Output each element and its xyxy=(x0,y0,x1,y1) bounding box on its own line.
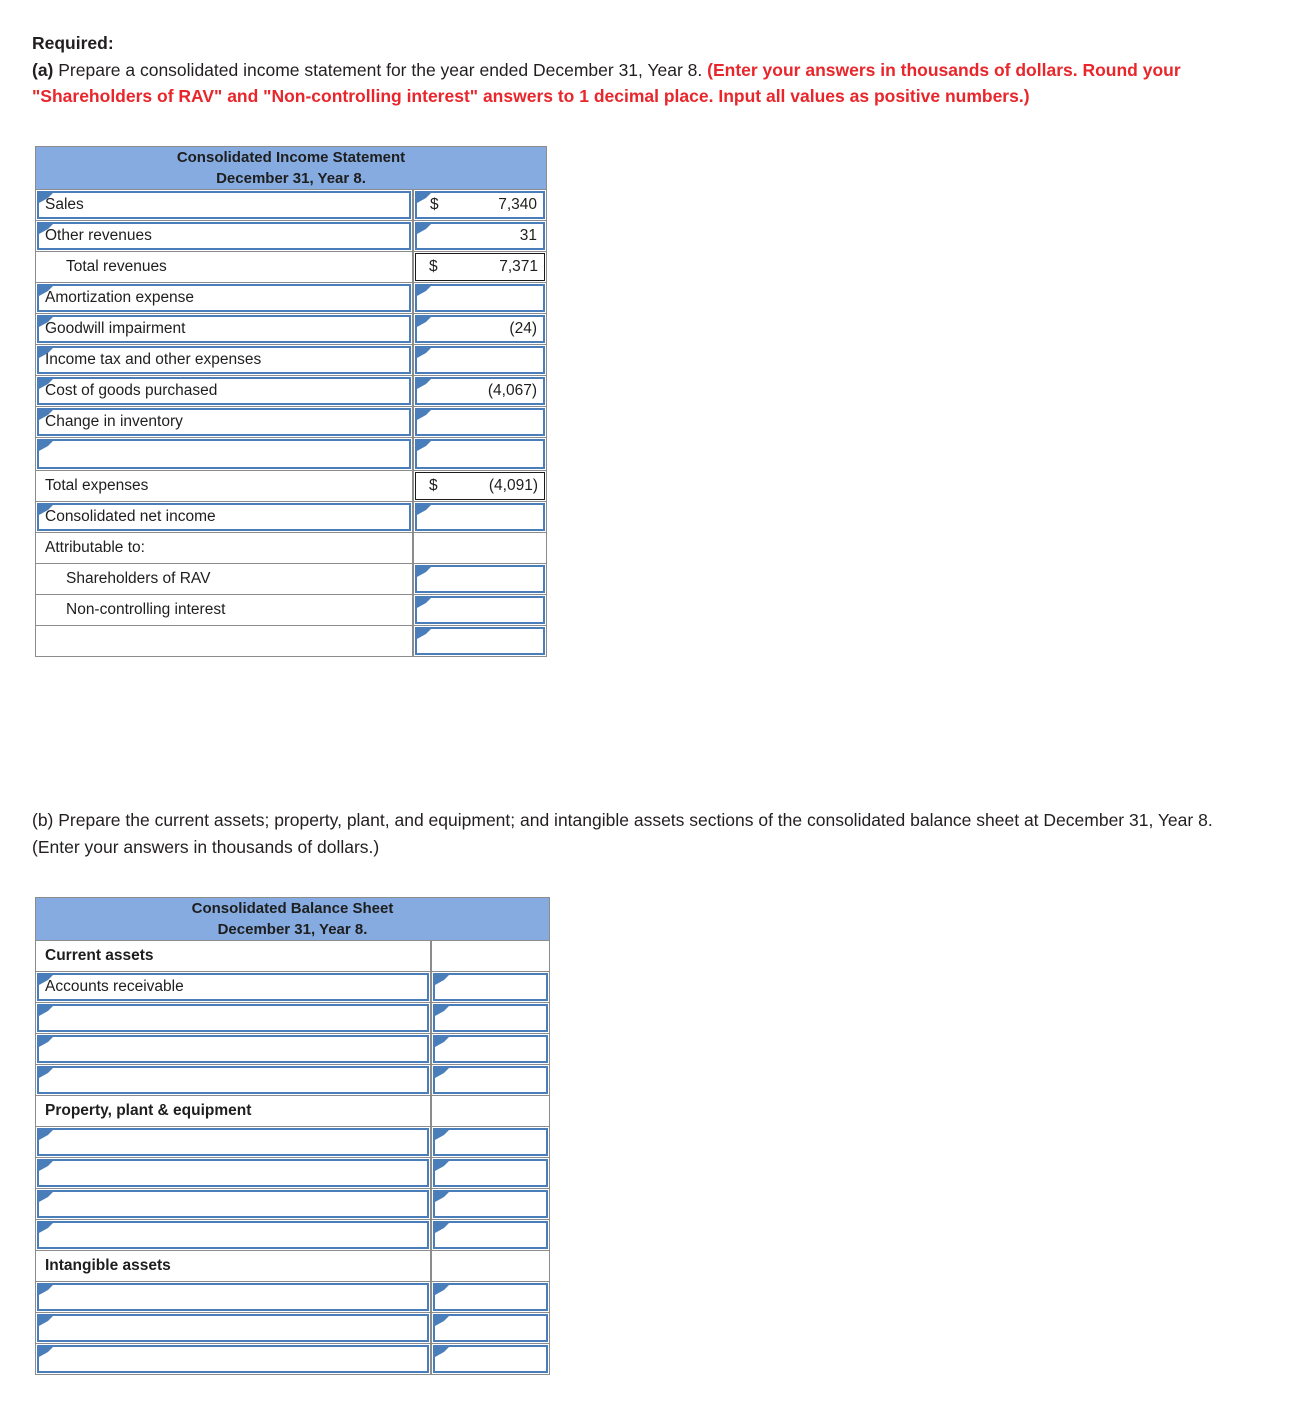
dropdown-arrow-icon xyxy=(435,1161,449,1171)
consolidated-balance-sheet-table xyxy=(35,897,550,1376)
row-label-cell[interactable] xyxy=(35,1282,431,1313)
dropdown-arrow-icon xyxy=(39,1192,53,1202)
row-value-cell xyxy=(431,941,550,972)
table-row xyxy=(35,1158,550,1189)
row-label-cell[interactable] xyxy=(35,190,413,221)
dropdown-arrow-icon xyxy=(39,1130,53,1140)
row-value-cell[interactable] xyxy=(413,376,547,407)
dropdown-arrow-icon xyxy=(417,441,431,451)
table-row xyxy=(35,1034,550,1065)
prompt-part-b xyxy=(0,807,1302,860)
value-input-field[interactable] xyxy=(415,408,545,436)
part-a-highlight: (Enter your answers in thousands of dollars. Round your "Shareholders of RAV" and "Non-controlling interest" answers to 1 decimal place. Input all values as positive numbers.) xyxy=(32,59,1181,107)
value-input-field[interactable] xyxy=(415,596,545,624)
row-value-cell[interactable] xyxy=(431,1158,550,1189)
balance-sheet-header-row xyxy=(35,897,550,942)
label-select-field[interactable] xyxy=(37,1035,429,1063)
label-select-field[interactable] xyxy=(37,1190,429,1218)
label-select-value: Income tax and other expenses xyxy=(45,351,262,369)
dropdown-arrow-icon xyxy=(417,379,431,389)
table-row xyxy=(35,502,547,533)
label-select-field[interactable] xyxy=(37,1159,429,1187)
row-label-cell xyxy=(35,533,413,564)
balance-sheet-body xyxy=(35,941,550,1375)
dropdown-arrow-icon xyxy=(417,629,431,639)
row-label-cell[interactable] xyxy=(35,502,413,533)
balance-sheet-title-line1: Consolidated Balance Sheet xyxy=(191,899,394,917)
dropdown-arrow-icon xyxy=(435,975,449,985)
part-a-marker: (a) xyxy=(32,59,54,80)
dropdown-arrow-icon xyxy=(435,1316,449,1326)
row-value-cell[interactable] xyxy=(431,1127,550,1158)
table-row xyxy=(35,1313,550,1344)
dropdown-arrow-icon xyxy=(39,505,53,515)
static-row-label: Current assets xyxy=(45,947,154,965)
table-row xyxy=(35,345,547,376)
row-value-cell xyxy=(413,252,547,283)
label-select-value: Cost of goods purchased xyxy=(45,382,218,400)
income-statement-body xyxy=(35,190,547,657)
dropdown-arrow-icon xyxy=(417,505,431,515)
row-label-cell xyxy=(35,564,413,595)
row-label-cell xyxy=(35,626,413,657)
row-label-cell[interactable] xyxy=(35,972,431,1003)
row-label-cell xyxy=(35,1096,431,1127)
table-row xyxy=(35,972,550,1003)
dropdown-arrow-icon xyxy=(435,1223,449,1233)
label-select-value: Goodwill impairment xyxy=(45,320,186,338)
table-row xyxy=(35,595,547,626)
value-input-field[interactable] xyxy=(415,627,545,655)
dropdown-arrow-icon xyxy=(39,224,53,234)
dropdown-arrow-icon xyxy=(417,317,431,327)
label-select-value: Change in inventory xyxy=(45,413,183,431)
row-label-cell[interactable] xyxy=(35,1127,431,1158)
dropdown-arrow-icon xyxy=(39,1161,53,1171)
row-value-cell[interactable] xyxy=(431,1313,550,1344)
row-label-cell xyxy=(35,941,431,972)
label-select-value: Accounts receivable xyxy=(45,978,184,996)
row-label-cell[interactable] xyxy=(35,314,413,345)
dropdown-arrow-icon xyxy=(39,1006,53,1016)
table-row xyxy=(35,1003,550,1034)
dropdown-arrow-icon xyxy=(417,348,431,358)
table-row xyxy=(35,1096,550,1127)
table-row xyxy=(35,438,547,471)
currency-symbol: $ xyxy=(429,258,438,276)
currency-symbol: $ xyxy=(429,477,438,495)
dropdown-arrow-icon xyxy=(435,1006,449,1016)
row-value-cell[interactable] xyxy=(413,190,547,221)
value-input-field[interactable] xyxy=(433,1159,548,1187)
dropdown-arrow-icon xyxy=(435,1130,449,1140)
balance-sheet-title-line2: December 31, Year 8. xyxy=(217,920,368,938)
prompt-part-a xyxy=(0,30,1302,110)
label-select-field[interactable] xyxy=(37,222,411,250)
row-value-cell[interactable] xyxy=(413,438,547,471)
currency-symbol: $ xyxy=(430,196,439,214)
row-value-cell xyxy=(413,533,547,564)
row-value-cell[interactable] xyxy=(431,1282,550,1313)
dropdown-arrow-icon xyxy=(417,286,431,296)
row-label-cell xyxy=(35,252,413,283)
part-b-highlight: (Enter your answers in thousands of dollars.) xyxy=(32,836,380,857)
label-select-field[interactable] xyxy=(37,346,411,374)
table-row xyxy=(35,533,547,564)
income-statement-title-line1: Consolidated Income Statement xyxy=(176,148,406,166)
row-label-cell[interactable] xyxy=(35,1344,431,1375)
table-row xyxy=(35,626,547,657)
consolidated-income-statement-table xyxy=(35,146,547,658)
row-label-cell[interactable] xyxy=(35,1034,431,1065)
row-value-cell[interactable] xyxy=(431,1189,550,1220)
label-select-field[interactable] xyxy=(37,973,429,1001)
value-input-field[interactable] xyxy=(433,973,548,1001)
dropdown-arrow-icon xyxy=(39,1223,53,1233)
row-amount: 31 xyxy=(519,227,537,245)
row-value-cell[interactable] xyxy=(413,221,547,252)
value-input-field[interactable] xyxy=(415,346,545,374)
table-row xyxy=(35,1065,550,1096)
value-input-field[interactable] xyxy=(415,439,545,469)
value-input-field[interactable] xyxy=(433,1128,548,1156)
part-b-text: Prepare the current assets; property, plant, and equipment; and intangible assets sections of the consolidated balance sheet at December 31, Year 8. xyxy=(53,810,1213,831)
row-value-cell[interactable] xyxy=(413,345,547,376)
label-select-field[interactable] xyxy=(37,377,411,405)
dropdown-arrow-icon xyxy=(39,286,53,296)
row-amount: (24) xyxy=(509,320,537,338)
dropdown-arrow-icon xyxy=(39,1285,53,1295)
row-value-cell[interactable] xyxy=(431,972,550,1003)
row-value-cell[interactable] xyxy=(413,564,547,595)
row-label-cell[interactable] xyxy=(35,407,413,438)
income-statement-title-cell xyxy=(35,146,547,191)
value-input-field[interactable] xyxy=(433,1345,548,1373)
value-input-field[interactable] xyxy=(415,284,545,312)
dropdown-arrow-icon xyxy=(417,193,431,203)
dropdown-arrow-icon xyxy=(435,1068,449,1078)
spacer-after-prompt-b xyxy=(0,861,1302,897)
label-select-field[interactable] xyxy=(37,284,411,312)
value-input-field[interactable] xyxy=(433,1190,548,1218)
row-value-cell[interactable] xyxy=(431,1065,550,1096)
dropdown-arrow-icon xyxy=(39,441,53,451)
value-input-field[interactable] xyxy=(415,315,545,343)
dropdown-arrow-icon xyxy=(39,379,53,389)
balance-sheet-title-cell xyxy=(35,897,550,942)
value-input-field[interactable] xyxy=(433,1004,548,1032)
row-value-cell[interactable] xyxy=(413,314,547,345)
required-label: Required: xyxy=(32,33,114,53)
static-row-label: Non-controlling interest xyxy=(66,601,226,619)
label-select-field[interactable] xyxy=(37,1004,429,1032)
value-input-field[interactable] xyxy=(433,1314,548,1342)
row-value-cell xyxy=(413,471,547,502)
row-label-cell[interactable] xyxy=(35,1313,431,1344)
table-row xyxy=(35,407,547,438)
label-select-value: Consolidated net income xyxy=(45,508,216,526)
label-select-field[interactable] xyxy=(37,315,411,343)
row-label-cell xyxy=(35,1251,431,1282)
dropdown-arrow-icon xyxy=(39,410,53,420)
row-value-cell[interactable] xyxy=(413,595,547,626)
row-label-cell xyxy=(35,595,413,626)
dropdown-arrow-icon xyxy=(417,410,431,420)
dropdown-arrow-icon xyxy=(39,1037,53,1047)
static-row-label: Total expenses xyxy=(45,477,149,495)
row-label-cell[interactable] xyxy=(35,1003,431,1034)
value-input-field[interactable] xyxy=(415,191,545,219)
value-input-field[interactable] xyxy=(433,1035,548,1063)
label-select-field[interactable] xyxy=(37,191,411,219)
value-input-field[interactable] xyxy=(415,503,545,531)
dropdown-arrow-icon xyxy=(435,1285,449,1295)
value-input-field[interactable] xyxy=(433,1283,548,1311)
value-input-field[interactable] xyxy=(433,1221,548,1249)
static-row-label: Property, plant & equipment xyxy=(45,1102,252,1120)
table-row xyxy=(35,564,547,595)
table-row xyxy=(35,941,550,972)
static-row-label: Shareholders of RAV xyxy=(66,570,211,588)
row-value-cell[interactable] xyxy=(431,1034,550,1065)
row-label-cell[interactable] xyxy=(35,283,413,314)
table-row xyxy=(35,283,547,314)
label-select-field[interactable] xyxy=(37,408,411,436)
row-amount: (4,067) xyxy=(487,382,537,400)
dropdown-arrow-icon xyxy=(39,1347,53,1357)
label-select-field[interactable] xyxy=(37,1314,429,1342)
dropdown-arrow-icon xyxy=(39,975,53,985)
dropdown-arrow-icon xyxy=(417,598,431,608)
table-row xyxy=(35,471,547,502)
label-select-value: Amortization expense xyxy=(45,289,195,307)
value-input-field[interactable] xyxy=(433,1066,548,1094)
dropdown-arrow-icon xyxy=(417,224,431,234)
label-select-field[interactable] xyxy=(37,503,411,531)
static-row-label: Total revenues xyxy=(66,258,167,276)
label-select-value: Other revenues xyxy=(45,227,152,245)
dropdown-arrow-icon xyxy=(39,317,53,327)
row-amount: 7,340 xyxy=(498,196,537,214)
table-row xyxy=(35,1251,550,1282)
row-value-cell[interactable] xyxy=(431,1003,550,1034)
dropdown-arrow-icon xyxy=(435,1347,449,1357)
table-row xyxy=(35,1189,550,1220)
label-select-field[interactable] xyxy=(37,1345,429,1373)
income-statement-title-line2: December 31, Year 8. xyxy=(216,170,366,188)
row-label-cell[interactable] xyxy=(35,438,413,471)
label-select-field[interactable] xyxy=(37,439,411,469)
dropdown-arrow-icon xyxy=(39,348,53,358)
income-statement-header-row xyxy=(35,146,547,191)
spacer-between-sections xyxy=(0,657,1302,807)
row-label-cell[interactable] xyxy=(35,1189,431,1220)
row-value-cell xyxy=(431,1251,550,1282)
spacer-after-prompt-a xyxy=(0,110,1302,146)
dropdown-arrow-icon xyxy=(417,567,431,577)
row-label-cell[interactable] xyxy=(35,376,413,407)
table-row xyxy=(35,1127,550,1158)
row-label-cell[interactable] xyxy=(35,1220,431,1251)
row-label-cell[interactable] xyxy=(35,1158,431,1189)
computed-value-box xyxy=(415,253,545,281)
row-amount: (4,091) xyxy=(488,477,538,495)
value-input-field[interactable] xyxy=(415,222,545,250)
table-row xyxy=(35,1344,550,1375)
row-label-cell xyxy=(35,471,413,502)
row-value-cell[interactable] xyxy=(431,1220,550,1251)
table-row xyxy=(35,314,547,345)
row-value-cell[interactable] xyxy=(413,407,547,438)
row-amount: 7,371 xyxy=(499,258,538,276)
table-row xyxy=(35,190,547,221)
label-select-value: Sales xyxy=(45,196,84,214)
label-select-field[interactable] xyxy=(37,1283,429,1311)
dropdown-arrow-icon xyxy=(39,1068,53,1078)
row-label-cell[interactable] xyxy=(35,345,413,376)
table-row xyxy=(35,252,547,283)
part-b-marker: (b) xyxy=(32,810,54,831)
static-row-label: Attributable to: xyxy=(45,539,145,557)
row-value-cell[interactable] xyxy=(413,502,547,533)
table-row xyxy=(35,1282,550,1313)
row-value-cell[interactable] xyxy=(431,1344,550,1375)
dropdown-arrow-icon xyxy=(39,1316,53,1326)
dropdown-arrow-icon xyxy=(435,1192,449,1202)
dropdown-arrow-icon xyxy=(435,1037,449,1047)
table-row xyxy=(35,376,547,407)
row-label-cell[interactable] xyxy=(35,221,413,252)
row-value-cell[interactable] xyxy=(413,283,547,314)
value-input-field[interactable] xyxy=(415,377,545,405)
computed-value-box xyxy=(415,472,545,500)
table-row xyxy=(35,1220,550,1251)
dropdown-arrow-icon xyxy=(39,193,53,203)
value-input-field[interactable] xyxy=(415,565,545,593)
row-value-cell xyxy=(431,1096,550,1127)
static-row-label: Intangible assets xyxy=(45,1257,171,1275)
row-label-cell[interactable] xyxy=(35,1065,431,1096)
row-value-cell[interactable] xyxy=(413,626,547,657)
part-a-text: Prepare a consolidated income statement for the year ended December 31, Year 8. xyxy=(53,59,708,80)
label-select-field[interactable] xyxy=(37,1066,429,1094)
label-select-field[interactable] xyxy=(37,1128,429,1156)
label-select-field[interactable] xyxy=(37,1221,429,1249)
table-row xyxy=(35,221,547,252)
